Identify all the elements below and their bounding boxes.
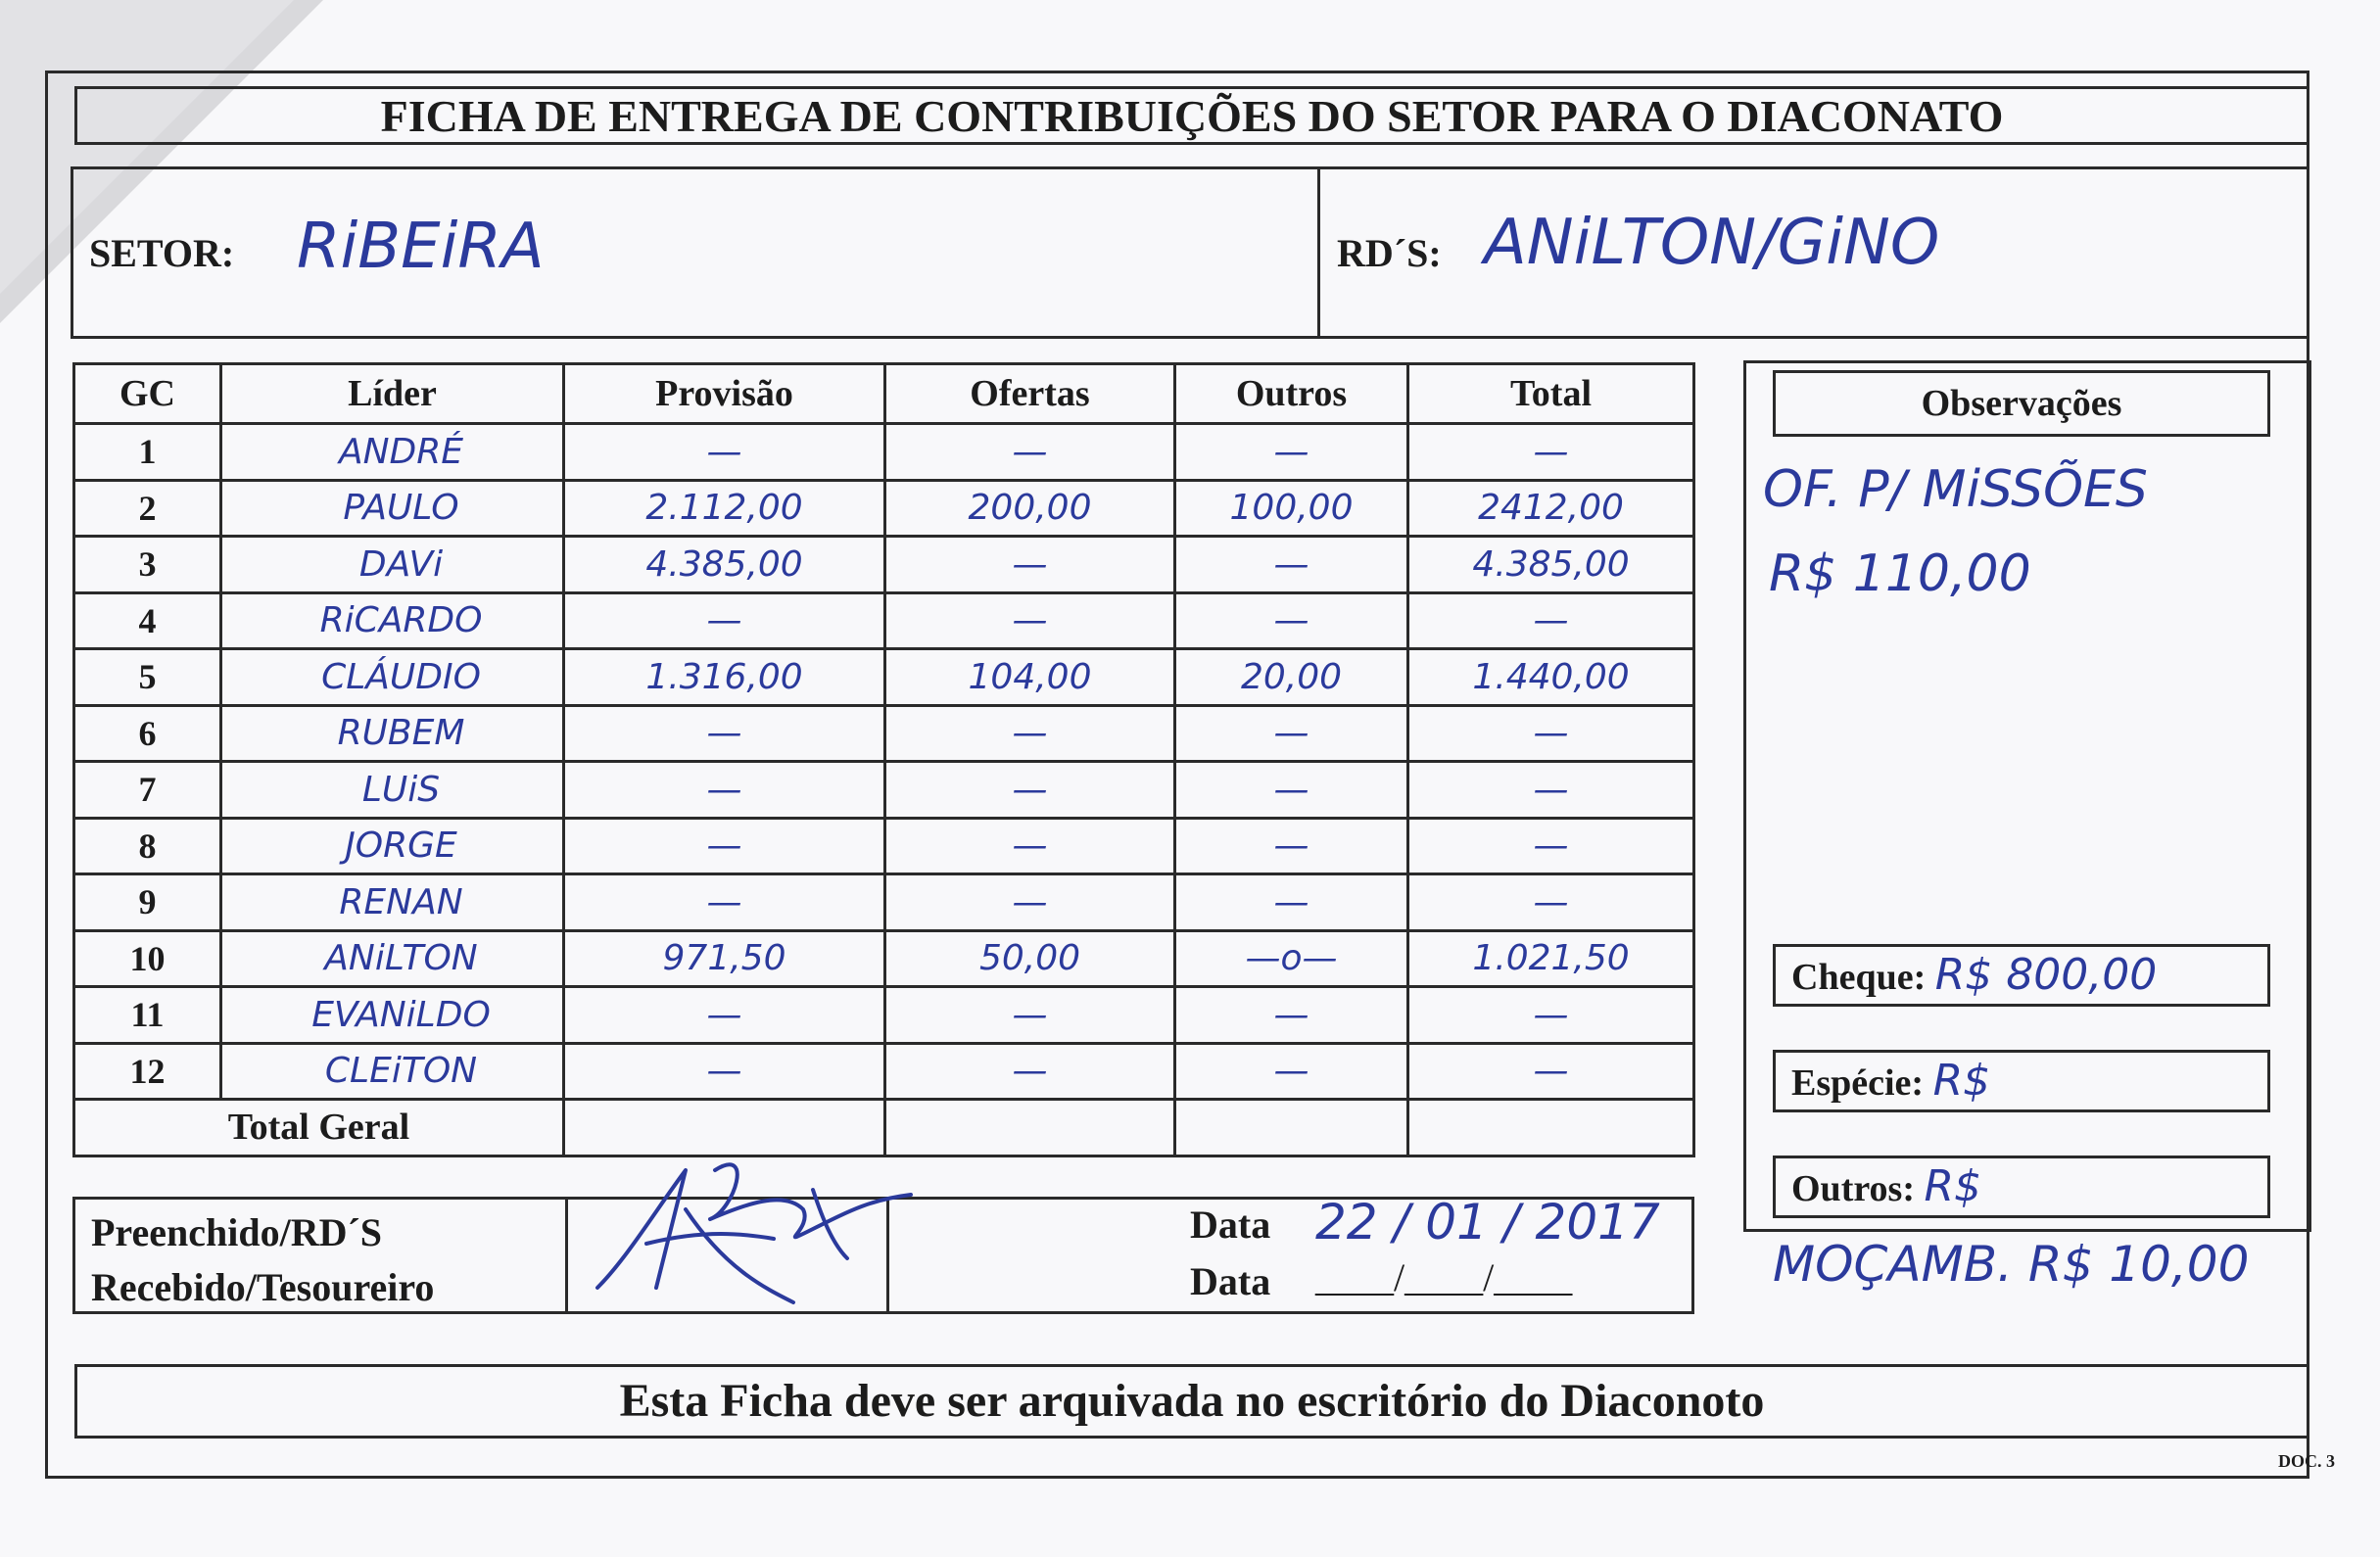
lider-cell[interactable]: PAULO [221,480,564,537]
total-cell[interactable]: 2412,00 [1408,480,1694,537]
ofertas-cell[interactable]: — [885,592,1175,649]
lider-cell[interactable]: RENAN [221,874,564,931]
total-geral-label: Total Geral [74,1100,564,1156]
gc-number: 3 [74,537,221,593]
observacoes-label: Observações [1773,370,2270,437]
total-cell[interactable]: — [1408,987,1694,1044]
rds-label: RD´S: [1337,231,1442,275]
doc-code: DOC. 3 [2278,1451,2335,1471]
table-row [74,537,1694,593]
form-title: FICHA DE ENTREGA DE CONTRIBUIÇÕES DO SETOR PARA O DIACONATO [74,86,2309,145]
lider-cell[interactable]: DAVi [221,537,564,593]
total-cell[interactable]: — [1408,592,1694,649]
gc-number: 10 [74,930,221,987]
outros-cell[interactable]: — [1175,987,1408,1044]
ofertas-cell[interactable]: — [885,874,1175,931]
lider-cell[interactable]: ANiLTON [221,930,564,987]
gc-number: 6 [74,705,221,762]
total-geral-row [74,1100,1694,1156]
table-row [74,874,1694,931]
provisao-cell[interactable]: — [564,592,885,649]
total-cell[interactable]: — [1408,1043,1694,1100]
total-geral-provisao[interactable] [564,1100,885,1156]
setor-label: SETOR: [89,231,235,275]
total-cell[interactable]: — [1408,874,1694,931]
provisao-cell[interactable]: — [564,1043,885,1100]
table-row [74,424,1694,481]
lider-cell[interactable]: CLÁUDIO [221,649,564,706]
total-cell[interactable]: — [1408,424,1694,481]
recebido-data-label: Data [1190,1259,1271,1303]
total-cell[interactable]: 4.385,00 [1408,537,1694,593]
outros-cell[interactable]: — [1175,424,1408,481]
observacoes-line1[interactable]: OF. P/ MiSSÕES [1763,460,2148,519]
observacoes-extra[interactable]: MOÇAMB. R$ 10,00 [1773,1236,2250,1293]
setor-divider [1317,169,1320,336]
gc-number: 5 [74,649,221,706]
total-cell[interactable]: — [1408,705,1694,762]
ofertas-cell[interactable]: 104,00 [885,649,1175,706]
recebido-label: Recebido/Tesoureiro [91,1265,435,1309]
provisao-cell[interactable]: 2.112,00 [564,480,885,537]
total-cell[interactable]: 1.440,00 [1408,649,1694,706]
outros-box [1773,1156,2270,1218]
outros-cell[interactable]: — [1175,537,1408,593]
total-geral-total[interactable] [1408,1100,1694,1156]
table-header-row [74,364,1694,424]
outros-cell[interactable]: — [1175,762,1408,819]
total-cell[interactable]: — [1408,818,1694,874]
outros-cell[interactable]: —o— [1175,930,1408,987]
provisao-cell[interactable]: 4.385,00 [564,537,885,593]
table-row [74,592,1694,649]
ofertas-cell[interactable]: — [885,1043,1175,1100]
signature-divider-1 [565,1200,568,1311]
provisao-cell[interactable]: — [564,424,885,481]
provisao-cell[interactable]: — [564,818,885,874]
provisao-cell[interactable]: — [564,705,885,762]
header-ofertas: Ofertas [885,364,1175,424]
ofertas-cell[interactable]: — [885,818,1175,874]
gc-number: 4 [74,592,221,649]
provisao-cell[interactable]: 971,50 [564,930,885,987]
ofertas-cell[interactable]: — [885,762,1175,819]
gc-number: 8 [74,818,221,874]
table-row [74,930,1694,987]
provisao-cell[interactable]: 1.316,00 [564,649,885,706]
contributions-table [72,362,1695,1157]
outros-value[interactable]: R$ [1924,1161,1982,1211]
ofertas-cell[interactable]: 200,00 [885,480,1175,537]
gc-number: 11 [74,987,221,1044]
gc-number: 12 [74,1043,221,1100]
total-geral-outros[interactable] [1175,1100,1408,1156]
outros-cell[interactable]: — [1175,1043,1408,1100]
table-row [74,762,1694,819]
table-row [74,1043,1694,1100]
lider-cell[interactable]: CLEiTON [221,1043,564,1100]
preenchido-label: Preenchido/RD´S [91,1210,383,1254]
ofertas-cell[interactable]: — [885,987,1175,1044]
gc-number: 1 [74,424,221,481]
provisao-cell[interactable]: — [564,762,885,819]
provisao-cell[interactable]: — [564,987,885,1044]
cheque-box [1773,944,2270,1007]
lider-cell[interactable]: JORGE [221,818,564,874]
gc-number: 7 [74,762,221,819]
especie-value[interactable]: R$ [1932,1056,1991,1106]
cheque-label: Cheque: [1791,957,1927,998]
outros-cell[interactable]: — [1175,874,1408,931]
header-gc: GC [74,364,221,424]
setor-value[interactable]: RiBEiRA [297,211,545,283]
gc-number: 2 [74,480,221,537]
total-geral-ofertas[interactable] [885,1100,1175,1156]
cheque-value[interactable]: R$ 800,00 [1934,950,2158,1000]
provisao-cell[interactable]: — [564,874,885,931]
lider-cell[interactable]: RiCARDO [221,592,564,649]
outros-cell[interactable]: — [1175,705,1408,762]
header-total: Total [1408,364,1694,424]
recebido-data-value[interactable]: ____/____/____ [1315,1255,1573,1299]
footer-note: Esta Ficha deve ser arquivada no escritório do Diaconoto [74,1364,2309,1439]
total-cell[interactable]: 1.021,50 [1408,930,1694,987]
preenchido-data-value[interactable]: 22 / 01 / 2017 [1315,1194,1660,1250]
gc-number: 9 [74,874,221,931]
header-provisao: Provisão [564,364,885,424]
ofertas-cell[interactable]: — [885,424,1175,481]
setor-rds-box [71,166,2309,339]
table-row [74,705,1694,762]
especie-label: Espécie: [1791,1062,1925,1104]
header-lider: Líder [221,364,564,424]
ofertas-cell[interactable]: — [885,705,1175,762]
total-cell[interactable]: — [1408,762,1694,819]
observacoes-line2[interactable]: R$ 110,00 [1769,544,2031,603]
lider-cell[interactable]: ANDRÉ [221,424,564,481]
lider-cell[interactable]: LUiS [221,762,564,819]
outros-cell[interactable]: — [1175,592,1408,649]
lider-cell[interactable]: RUBEM [221,705,564,762]
outros-cell[interactable]: — [1175,818,1408,874]
outros-cell[interactable]: 20,00 [1175,649,1408,706]
table-row [74,480,1694,537]
table-row [74,818,1694,874]
outros-cell[interactable]: 100,00 [1175,480,1408,537]
ofertas-cell[interactable]: 50,00 [885,930,1175,987]
rds-value[interactable]: ANiLTON/GiNO [1484,207,1940,279]
outros-label: Outros: [1791,1168,1915,1209]
header-outros: Outros [1175,364,1408,424]
preenchido-data-label: Data [1190,1203,1271,1247]
signature-image [588,1151,921,1307]
ofertas-cell[interactable]: — [885,537,1175,593]
especie-box [1773,1050,2270,1112]
table-row [74,649,1694,706]
lider-cell[interactable]: EVANiLDO [221,987,564,1044]
table-row [74,987,1694,1044]
